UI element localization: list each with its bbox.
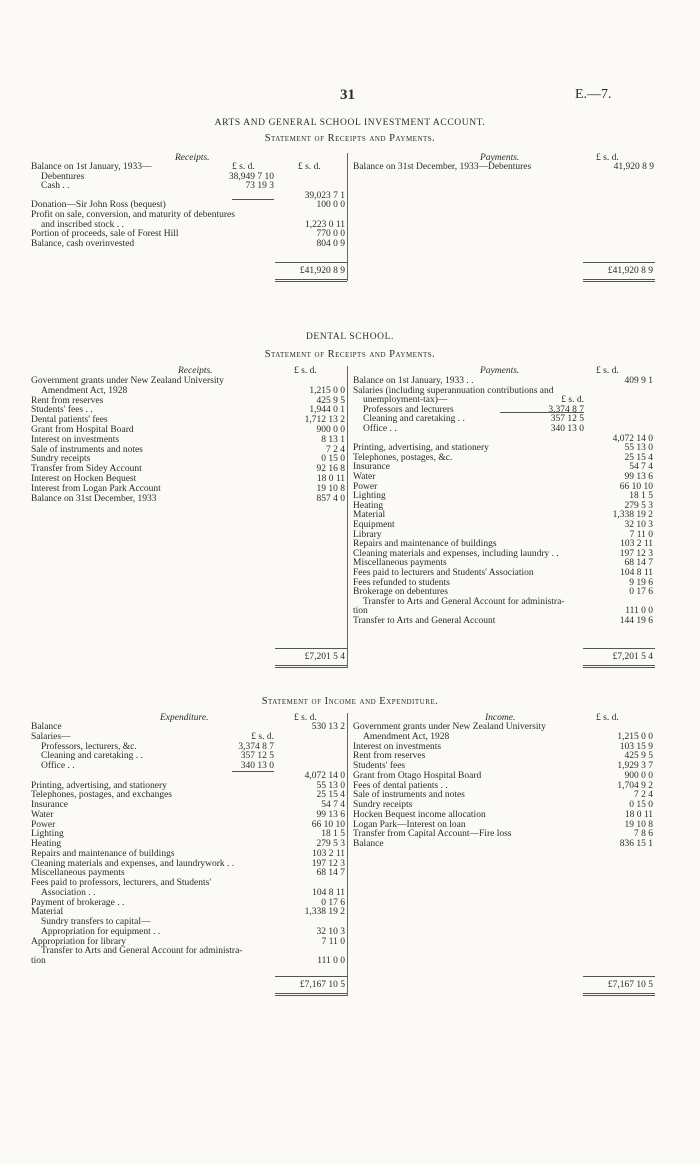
- expenditure-amount: 66 10 10: [311, 819, 345, 830]
- dental-payment-label: Brokerage on debentures: [353, 587, 448, 598]
- dental-receipt-amount: 900 0 0: [316, 425, 345, 435]
- dental-payment-label: Cleaning and caretaking . .: [363, 414, 465, 425]
- dental-receipt-amount: 857 4 0: [316, 493, 345, 504]
- expenditure-label: Miscellaneous payments: [31, 868, 125, 879]
- dental-payment-label: Telephones, postages, &c.: [353, 452, 453, 463]
- dental-payment-label: Balance on 1st January, 1933 . .: [353, 376, 474, 386]
- dental-payment-amount: 99 13 6: [624, 472, 653, 482]
- dental-payment-label: Power: [353, 481, 378, 492]
- dental-payment-label: Fees refunded to students: [353, 577, 450, 588]
- page-number: 31: [340, 87, 355, 103]
- expenditure-subamount: 357 12 5: [240, 751, 274, 762]
- arts-statement-subtitle: Statement of Receipts and Payments.: [264, 133, 436, 144]
- dental-payment-amount: 1,338 19 2: [612, 510, 653, 521]
- dental-payment-label: Lighting: [353, 491, 386, 502]
- dental-payments-column-header: £ s. d.: [596, 366, 619, 376]
- document-reference: E.—7.: [575, 87, 612, 102]
- expenditure-label: Power: [31, 819, 56, 830]
- dental-payment-label: Heating: [353, 500, 384, 511]
- dental-payment-label: Equipment: [353, 520, 395, 530]
- expenditure-label: tion: [31, 956, 46, 966]
- income-amount: 103 15 9: [619, 741, 653, 752]
- arts-total-underline-right: [583, 279, 655, 282]
- arts-receipt-label: Balance, cash overinvested: [31, 238, 135, 249]
- expenditure-amount: 197 12 3: [311, 858, 345, 869]
- dental-receipt-label: Rent from reserves: [31, 395, 104, 406]
- expenditure-label: Appropriation for library: [31, 936, 126, 947]
- income-total: £7,167 10 5: [607, 980, 653, 990]
- expenditure-amount: 4,072 14 0: [304, 770, 345, 781]
- expenditure-subtotal-rule: [232, 771, 274, 772]
- dental-payment-amount: 144 19 6: [619, 616, 653, 626]
- dental-payments-heading: Payments.: [480, 366, 520, 376]
- dental-receipts-column-header: £ s. d.: [294, 366, 317, 376]
- arts-receipt-amount: 1,223 0 11: [304, 219, 345, 230]
- dental-receipts-heading: Receipts.: [178, 366, 213, 376]
- expenditure-label: Printing, advertising, and stationery: [31, 780, 167, 791]
- arts-receipt-amount: 100 0 0: [316, 200, 345, 211]
- income-amount: 1,929 3 7: [617, 761, 653, 771]
- expenditure-amount: 530 13 2: [311, 722, 345, 732]
- expenditure-total-underline: [275, 993, 347, 996]
- arts-payment-amount: 41,920 8 9: [613, 162, 654, 172]
- arts-payments-heading: Payments.: [480, 153, 520, 163]
- dental-payment-amount: 68 14 7: [624, 558, 653, 569]
- arts-column-divider: [347, 153, 348, 281]
- dental-receipt-label: Interest on Hocken Bequest: [31, 474, 137, 484]
- dental-payment-amount: 0 17 6: [629, 587, 653, 598]
- income-amount: 7 8 6: [634, 829, 653, 840]
- arts-receipt-amount: 39,023 7 1: [304, 190, 345, 201]
- dental-receipt-label: Government grants under New Zealand University: [31, 376, 224, 386]
- income-amount: 7 2 4: [634, 790, 653, 801]
- expenditure-subamount: 3,374 8 7: [238, 741, 274, 752]
- income-label: Grant from Otago Hospital Board: [353, 770, 482, 781]
- arts-total-left: £41,920 8 9: [299, 266, 345, 276]
- arts-account-title: ARTS AND GENERAL SCHOOL INVESTMENT ACCOUNT.: [214, 118, 486, 128]
- arts-receipt-label: Portion of proceeds, sale of Forest Hill: [31, 229, 179, 240]
- dental-receipt-label: Dental patients' fees: [31, 415, 108, 426]
- expenditure-amount: 7 11 0: [321, 936, 345, 947]
- income-label: Balance: [353, 839, 384, 849]
- dental-total-underline-left: [275, 665, 347, 668]
- dental-payment-label: Water: [353, 472, 376, 482]
- expenditure-heading: Expenditure.: [160, 713, 209, 723]
- expenditure-label: Transfer to Arts and General Account for administra-: [41, 946, 243, 957]
- dental-receipt-amount: 92 16 8: [316, 464, 345, 475]
- dental-receipt-amount: 18 0 11: [316, 474, 345, 484]
- expenditure-label: Association . .: [41, 887, 96, 898]
- dental-payment-label: Miscellaneous payments: [353, 558, 447, 569]
- income-amount: 18 0 11: [624, 809, 653, 820]
- dental-payment-label: Cleaning materials and expenses, including laundry . .: [353, 548, 559, 559]
- expenditure-total: £7,167 10 5: [299, 980, 345, 990]
- arts-receipt-subamount: 38,949 7 10: [228, 171, 274, 182]
- income-label: Rent from reserves: [353, 751, 426, 762]
- dental-payment-subamount: 3,374 8 7: [548, 404, 584, 415]
- income-label: Sundry receipts: [353, 800, 413, 810]
- arts-payments-column-header: £ s. d.: [596, 153, 619, 163]
- dental-receipt-amount: 1,712 13 2: [304, 415, 345, 426]
- income-label: Interest on investments: [353, 741, 442, 752]
- dental-receipt-amount: 8 13 1: [321, 434, 345, 445]
- expenditure-label: Lighting: [31, 829, 64, 840]
- dental-payment-amount: 66 10 10: [619, 481, 653, 492]
- arts-receipt-label: Cash . .: [41, 181, 70, 192]
- dental-subtotal-rule: [500, 412, 584, 413]
- income-label: Hocken Bequest income allocation: [353, 809, 486, 820]
- dental-receipt-label: Sale of instruments and notes: [31, 444, 143, 455]
- expenditure-amount: 279 5 3: [316, 839, 345, 849]
- dental-payment-label: Library: [353, 529, 382, 540]
- dental-payment-amount: 409 9 1: [624, 376, 653, 386]
- dental-payment-label: Transfer to Arts and General Account for administra-: [363, 596, 565, 607]
- dental-payment-label: Repairs and maintenance of buildings: [353, 539, 497, 550]
- dental-total-rule-left: [275, 648, 347, 649]
- expenditure-amount: 104 8 11: [312, 887, 345, 898]
- income-amount: 19 10 8: [624, 819, 653, 830]
- dental-payment-subamount: £ s. d.: [561, 395, 584, 406]
- expenditure-amount: 54 7 4: [321, 800, 345, 810]
- dental-receipt-label: Sundry receipts: [31, 454, 91, 465]
- dental-receipt-label: Grant from Hospital Board: [31, 425, 134, 435]
- dental-receipt-amount: 0 15 0: [321, 454, 345, 465]
- income-label: Students' fees: [353, 761, 406, 771]
- income-total-underline: [583, 993, 655, 996]
- arts-amount-column-header: £ s. d.: [298, 162, 321, 172]
- dental-total-rule-right: [583, 648, 655, 649]
- dental-payment-amount: 7 11 0: [629, 529, 653, 540]
- arts-total-underline-left: [275, 279, 347, 282]
- expenditure-total-rule: [275, 976, 347, 977]
- expenditure-label: Insurance: [31, 800, 68, 810]
- dental-receipt-label: Interest on investments: [31, 434, 120, 445]
- expenditure-column-header: £ s. d.: [294, 713, 317, 723]
- income-amount: 900 0 0: [624, 770, 653, 781]
- dental-payment-subamount: 357 12 5: [550, 414, 584, 425]
- dental-receipt-label: Amendment Act, 1928: [41, 385, 128, 396]
- dental-payment-subamount: 340 13 0: [550, 424, 584, 434]
- dental-total-right: £7,201 5 4: [612, 652, 653, 662]
- income-label: Fees of dental patients . .: [353, 780, 448, 791]
- income-statement-subtitle: Statement of Income and Expenditure.: [261, 696, 439, 707]
- dental-payment-label: tion: [353, 606, 368, 617]
- dental-payment-amount: 54 7 4: [629, 462, 653, 473]
- dental-receipt-label: Interest from Logan Park Account: [31, 483, 161, 494]
- dental-receipt-amount: 425 9 5: [316, 395, 345, 406]
- dental-payment-label: Insurance: [353, 462, 390, 473]
- dental-payment-label: Fees paid to lecturers and Students' Association: [353, 568, 534, 578]
- expenditure-label: Cleaning materials and expenses, and laundrywork . .: [31, 858, 235, 869]
- arts-total-rule-right: [583, 262, 655, 263]
- expenditure-label: Office . .: [41, 761, 75, 771]
- arts-receipts-heading: Receipts.: [175, 153, 210, 163]
- expenditure-label: Payment of brokerage . .: [31, 897, 125, 908]
- income-label: Transfer from Capital Account—Fire loss: [353, 829, 512, 840]
- dental-payment-amount: 25 15 4: [624, 452, 653, 463]
- income-amount: 1,704 9 2: [617, 780, 653, 791]
- dental-receipt-amount: 19 10 8: [316, 483, 345, 494]
- dental-total-underline-right: [583, 665, 655, 668]
- arts-total-rule-left: [275, 262, 347, 263]
- dental-payment-amount: 111 0 0: [625, 606, 653, 617]
- dental-school-title: DENTAL SCHOOL.: [305, 332, 395, 342]
- expenditure-label: Appropriation for equipment . .: [41, 926, 161, 937]
- expenditure-amount: 55 13 0: [316, 780, 345, 791]
- dental-payment-label: Transfer to Arts and General Account: [353, 616, 496, 626]
- expenditure-label: Professors, lecturers, &c.: [41, 741, 137, 752]
- expenditure-label: Material: [31, 907, 64, 918]
- expenditure-amount: 103 2 11: [312, 848, 345, 859]
- arts-receipt-label: Donation—Sir John Ross (bequest): [31, 200, 166, 211]
- arts-total-right: £41,920 8 9: [607, 266, 653, 276]
- income-label: Amendment Act, 1928: [363, 731, 450, 742]
- dental-payment-label: Salaries (including superannuation contributions and: [353, 385, 554, 396]
- expenditure-label: Balance: [31, 722, 62, 732]
- dental-payment-amount: 197 12 3: [619, 548, 653, 559]
- arts-receipt-amount: 804 0 9: [316, 238, 345, 249]
- dental-receipt-label: Transfer from Sidey Account: [31, 464, 142, 475]
- arts-receipt-amount: 770 0 0: [316, 229, 345, 240]
- expenditure-amount: 25 15 4: [316, 790, 345, 801]
- income-amount: 425 9 5: [624, 751, 653, 762]
- income-heading: Income.: [485, 713, 516, 723]
- arts-receipt-label: Debentures: [41, 171, 85, 182]
- dental-column-divider: [347, 366, 348, 668]
- dental-total-left: £7,201 5 4: [304, 652, 345, 662]
- arts-receipt-label: Profit on sale, conversion, and maturity of debentures: [31, 210, 235, 220]
- expenditure-amount: 32 10 3: [316, 926, 345, 937]
- income-amount: 0 15 0: [629, 800, 653, 810]
- arts-subtotal-rule: [232, 199, 274, 200]
- expenditure-amount: 68 14 7: [316, 868, 345, 879]
- dental-payment-amount: 18 1 5: [629, 491, 653, 502]
- income-column-divider: [347, 713, 348, 996]
- dental-payment-amount: 104 8 11: [620, 568, 653, 578]
- arts-receipt-label: and inscribed stock . .: [41, 219, 124, 230]
- expenditure-label: Telephones, postages, and exchanges: [31, 790, 172, 801]
- expenditure-label: Repairs and maintenance of buildings: [31, 848, 175, 859]
- expenditure-label: Fees paid to professors, lecturers, and Students': [31, 878, 212, 888]
- dental-payment-label: Printing, advertising, and stationery: [353, 443, 489, 454]
- income-label: Logan Park—Interest on loan: [353, 819, 466, 830]
- income-label: Government grants under New Zealand University: [353, 722, 546, 732]
- expenditure-label: Water: [31, 809, 54, 820]
- dental-payment-amount: 279 5 3: [624, 500, 653, 511]
- dental-receipt-amount: 7 2 4: [326, 444, 345, 455]
- expenditure-amount: 99 13 6: [316, 809, 345, 820]
- expenditure-label: Heating: [31, 839, 62, 849]
- dental-payment-amount: 32 10 3: [624, 520, 653, 530]
- dental-payment-amount: 55 13 0: [624, 443, 653, 454]
- expenditure-amount: 111 0 0: [317, 956, 345, 966]
- expenditure-label: Cleaning and caretaking . .: [41, 751, 143, 762]
- income-column-header: £ s. d.: [596, 713, 619, 723]
- dental-payment-label: Professors and lecturers: [363, 404, 454, 415]
- expenditure-amount: 0 17 6: [321, 897, 345, 908]
- dental-payment-amount: 9 19 6: [629, 577, 653, 588]
- dental-payment-label: Material: [353, 510, 386, 521]
- dental-receipt-label: Balance on 31st December, 1933: [31, 493, 157, 504]
- expenditure-amount: 18 1 5: [321, 829, 345, 840]
- dental-payment-amount: 4,072 14 0: [612, 433, 653, 444]
- dental-statement-subtitle: Statement of Receipts and Payments.: [264, 349, 436, 360]
- income-label: Sale of instruments and notes: [353, 790, 465, 801]
- dental-receipt-amount: 1,215 0 0: [309, 385, 345, 396]
- dental-receipt-amount: 1,944 0 1: [309, 405, 345, 416]
- income-amount: 1,215 0 0: [617, 731, 653, 742]
- dental-payment-label: Office . .: [363, 424, 397, 434]
- expenditure-label: Sundry transfers to capital—: [41, 917, 151, 927]
- arts-mid-column-header: £ s. d.: [232, 162, 255, 172]
- income-total-rule: [583, 976, 655, 977]
- expenditure-label: Salaries—: [31, 731, 71, 742]
- arts-receipt-subamount: 73 19 3: [245, 181, 274, 192]
- arts-payment-label: Balance on 31st December, 1933—Debentures: [353, 162, 532, 172]
- expenditure-subamount: 340 13 0: [240, 761, 274, 771]
- dental-payment-label: unemployment-tax)—: [363, 395, 448, 406]
- dental-receipt-label: Students' fees . .: [31, 405, 93, 416]
- arts-receipt-label: Balance on 1st January, 1933—: [31, 162, 152, 172]
- income-amount: 836 15 1: [619, 839, 653, 849]
- expenditure-subamount: £ s. d.: [251, 731, 274, 742]
- dental-payment-amount: 103 2 11: [620, 539, 653, 550]
- expenditure-amount: 1,338 19 2: [304, 907, 345, 918]
